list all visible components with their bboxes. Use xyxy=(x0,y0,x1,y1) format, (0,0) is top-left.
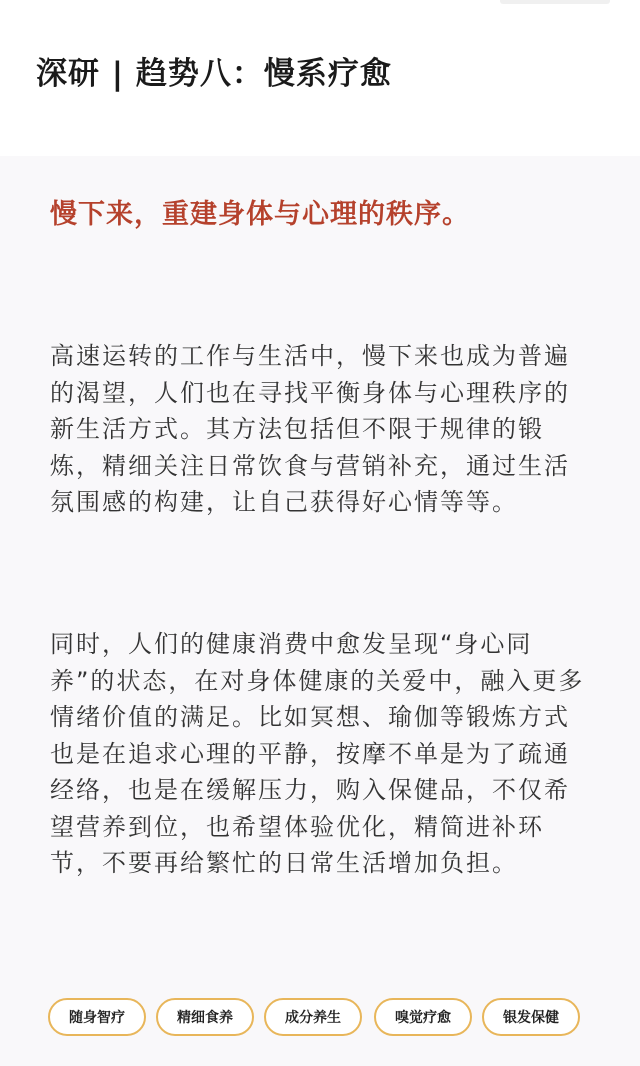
article-card xyxy=(0,156,640,1066)
tag-button-portable-smart-therapy[interactable]: 随身智疗 xyxy=(48,998,146,1036)
tag-button-ingredient-wellness[interactable]: 成分养生 xyxy=(264,998,362,1036)
top-bar-sliver xyxy=(500,0,610,4)
article-subtitle: 慢下来，重建身体与心理的秩序。 xyxy=(50,199,470,230)
tag-list xyxy=(48,998,608,1040)
tag-button-refined-diet[interactable]: 精细食养 xyxy=(156,998,254,1036)
page-title: 深研 | 趋势八：慢系疗愈 xyxy=(36,56,392,92)
article-paragraph-1: 高速运转的工作与生活中，慢下来也成为普遍的渴望，人们也在寻找平衡身体与心理秩序的新生活方式。其方法包括但不限于规律的锻炼，精细关注日常饮食与营销补充，通过生活氛围感的构建，让自己获得好心情等等。 xyxy=(50,342,570,516)
tag-button-olfactory-healing[interactable]: 嗅觉疗愈 xyxy=(374,998,472,1036)
tag-button-senior-health[interactable]: 银发保健 xyxy=(482,998,580,1036)
article-paragraph-2: 同时，人们的健康消费中愈发呈现“身心同养”的状态，在对身体健康的关爱中，融入更多情绪价值的满足。比如冥想、瑜伽等锻炼方式也是在追求心理的平静，按摩不单是为了疏通经络，也是在缓解压力，购入保健品，不仅希望营养到位，也希望体验优化，精简进补环节，不要再给繁忙的日常生活增加负担。 xyxy=(50,630,585,877)
